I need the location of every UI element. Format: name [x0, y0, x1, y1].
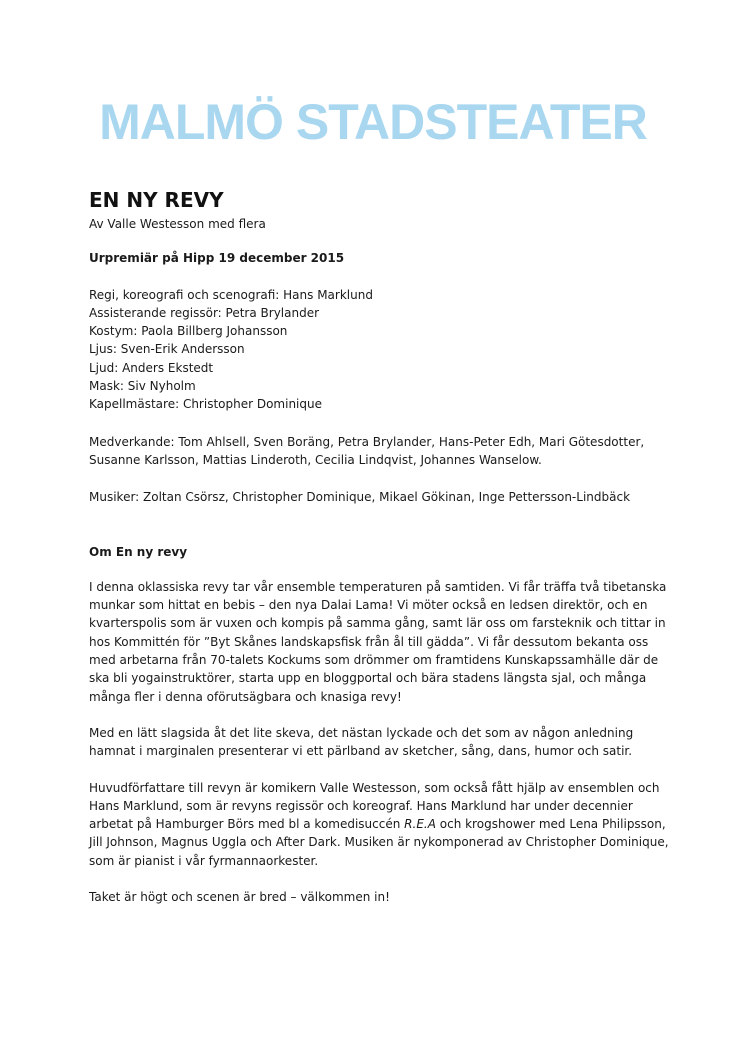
page-title: EN NY REVY: [89, 188, 224, 212]
musicians-paragraph: Musiker: Zoltan Csörsz, Christopher Dominique, Mikael Gökinan, Inge Pettersson-Lindbäck: [89, 490, 631, 505]
document-body: [89, 187, 669, 906]
paragraph-text: Huvudförfattare till revyn är komikern Valle Westesson, som också fått hjälp av ensemblen och Hans Marklund, som är revyns regissör och koreograf. Hans Marklund har under decennier arbetat på Hamburger Börs med bl a komedisuccén: [89, 780, 660, 832]
credit-item: Kostym: Paola Billberg Johansson: [89, 324, 288, 339]
malmo-stadsteater-logo: MALMÖ STADSTEATER: [99, 94, 647, 150]
credit-item: Mask: Siv Nyholm: [89, 379, 196, 394]
credit-item: Kapellmästare: Christopher Dominique: [89, 397, 322, 412]
cast-paragraph: Medverkande: Tom Ahlsell, Sven Boräng, Petra Brylander, Hans-Peter Edh, Mari Götesdotter, Susanne Karlsson, Mattias Linderoth, Cecilia Lindqvist, Johannes Wanselow.: [89, 434, 645, 467]
credit-item: Assisterande regissör: Petra Brylander: [89, 305, 320, 320]
show-title-italic: R.E.A: [404, 817, 436, 832]
subtitle: Av Valle Westesson med flera: [89, 217, 266, 231]
section-heading: Om En ny revy: [89, 544, 188, 559]
credits-list: [89, 286, 669, 414]
credit-item: Ljud: Anders Ekstedt: [89, 360, 214, 375]
paragraph-text: och krogshower med Lena Philipsson, Jill Johnson, Magnus Uggla och After Dark. Musiken är nykomponerad av Christopher Dominique, som är pianist i vår fyrmannaorkester.: [89, 817, 669, 868]
body-paragraph: Med en lätt slagsida åt det lite skeva, det nästan lyckade och det som av någon anledning hamnat i marginalen presenterar vi ett pärlband av sketcher, sång, dans, humor och satir.: [89, 725, 634, 759]
credit-item: Regi, koreografi och scenografi: Hans Marklund: [89, 287, 373, 302]
credit-item: Ljus: Sven-Erik Andersson: [89, 342, 245, 357]
closing-line: Taket är högt och scenen är bred – välkommen in!: [89, 890, 390, 905]
body-paragraph: [89, 779, 669, 870]
premiere-line: Urpremiär på Hipp 19 december 2015: [89, 251, 345, 266]
body-paragraph: I denna oklassiska revy tar vår ensemble temperaturen på samtiden. Vi får träffa två tibetanska munkar som hittat en bebis – den nya Dalai Lama! Vi möter också en ledsen direktör, och en kvarterspolis som är vuxen och kompis på samma gång, samt lär oss om farsteknik och tittar in hos Kommittén för ”Byt Skånes landskapsfisk från ål till gädda”. Vi får dessutom bekanta oss med arbetarna från 70-talets Kockums som drömmer om framtidens Kunskapssamhälle där de ska bli yogainstruktörer, starta upp en bloggportal och bära stadens längsta sjal, och många många fler i denna oförutsägbara och knasiga revy!: [89, 579, 667, 704]
